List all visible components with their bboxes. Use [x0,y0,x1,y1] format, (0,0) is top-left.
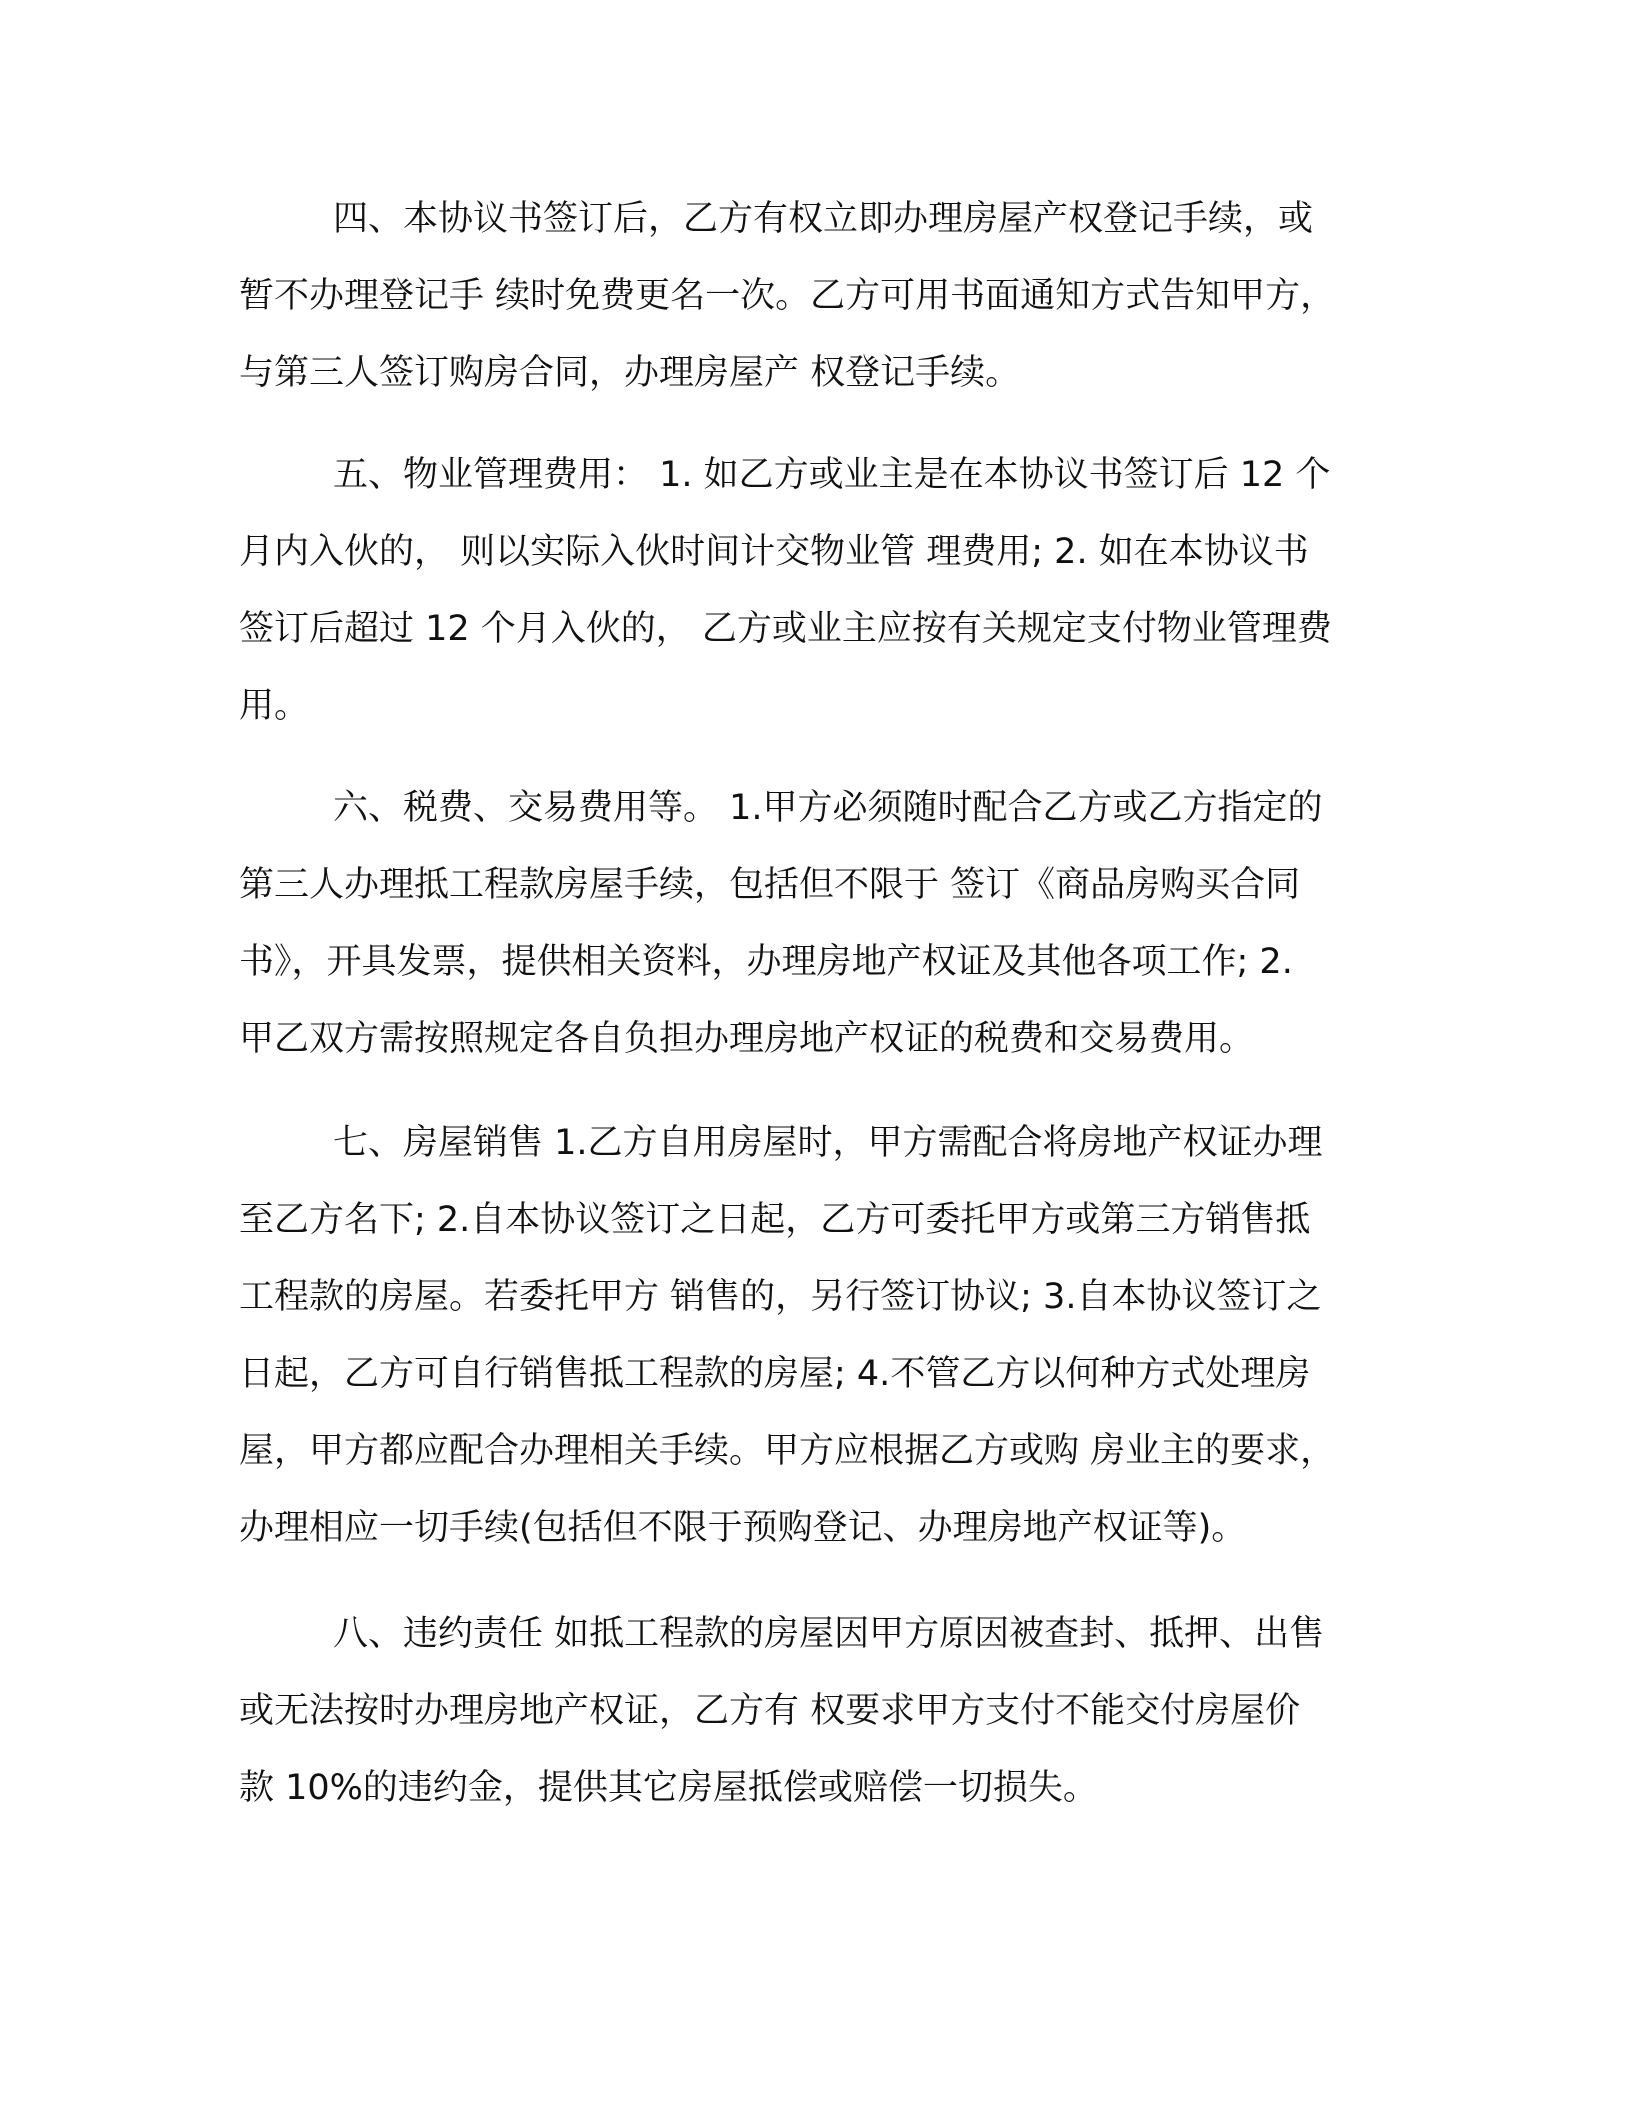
paragraph-line: 第三人办理抵工程款房屋手续，包括但不限于 签订《商品房购买合同 [239,865,1301,905]
paragraph-line: 甲乙双方需按照规定各自负担办理房地产权证的税费和交易费用。 [239,1019,1255,1059]
clause-5-paragraph [239,437,1379,745]
paragraph-line: 屋，甲方都应配合办理相关手续。甲方应根据乙方或购 房业主的要求， [239,1431,1336,1471]
paragraph-line: 与第三人签订购房合同，办理房屋产 权登记手续。 [239,353,1021,393]
paragraph-line: 四、本协议书签订后，乙方有权立即办理房屋产权登记手续，或 [333,199,1314,239]
paragraph-line: 五、物业管理费用： 1. 如乙方或业主是在本协议书签订后 12 个 [333,455,1331,495]
clause-6-paragraph [239,770,1379,1078]
paragraph-line: 暂不办理登记手 续时免费更名一次。乙方可用书面通知方式告知甲方， [239,276,1336,316]
paragraph-line: 工程款的房屋。若委托甲方 销售的，另行签订协议; 3.自本协议签订之 [239,1277,1322,1317]
paragraph-line: 书》，开具发票，提供相关资料，办理房地产权证及其他各项工作; 2. [239,942,1293,982]
clause-8-paragraph [239,1596,1379,1827]
clause-4-paragraph [239,181,1379,412]
paragraph-line: 月内入伙的， 则以实际入伙时间计交物业管 理费用; 2. 如在本协议书 [239,532,1309,572]
paragraph-line: 款 10%的违约金，提供其它房屋抵偿或赔偿一切损失。 [239,1768,1098,1808]
paragraph-line: 办理相应一切手续(包括但不限于预购登记、办理房地产权证等)。 [239,1508,1247,1548]
paragraph-line: 用。 [239,686,310,726]
paragraph-line: 七、房屋销售 1.乙方自用房屋时，甲方需配合将房地产权证办理 [333,1123,1323,1163]
paragraph-line: 或无法按时办理房地产权证，乙方有 权要求甲方支付不能交付房屋价 [239,1691,1301,1731]
paragraph-line: 日起，乙方可自行销售抵工程款的房屋; 4.不管乙方以何种方式处理房 [239,1354,1311,1394]
paragraph-line: 八、违约责任 如抵工程款的房屋因甲方原因被查封、抵押、出售 [333,1614,1325,1654]
paragraph-line: 签订后超过 12 个月入伙的， 乙方或业主应按有关规定支付物业管理费 [239,609,1332,649]
paragraph-line: 至乙方名下; 2.自本协议签订之日起，乙方可委托甲方或第三方销售抵 [239,1200,1311,1240]
clause-7-paragraph [239,1105,1379,1567]
paragraph-line: 六、税费、交易费用等。 1.甲方必须随时配合乙方或乙方指定的 [333,788,1323,828]
